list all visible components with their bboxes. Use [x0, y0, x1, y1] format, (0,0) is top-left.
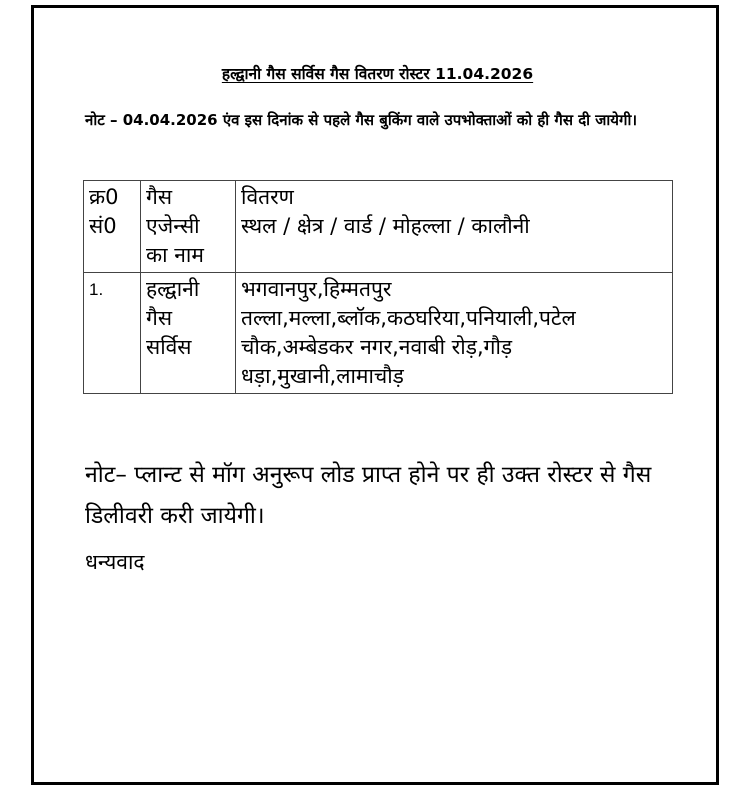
- supply-note: नोट– प्लान्ट से मॉग अनुरूप लोड प्राप्त होने पर ही उक्त रोस्टर से गैस डिलीवरी करी जायेगी।: [85, 462, 652, 529]
- document-title-text: हल्द्वानी गैस सर्विस गैस वितरण रोस्टर 11.04.2026: [221, 65, 534, 83]
- serial-cell: 1.: [84, 273, 141, 394]
- document-title: [0, 62, 755, 84]
- serial-header-line1: क्र0: [89, 185, 119, 209]
- distribution-roster-table: [83, 180, 673, 394]
- agency-header-line2: एजेन्सी: [146, 214, 200, 238]
- agency-header: [141, 181, 236, 273]
- table-row: [84, 273, 673, 394]
- agency-cell-line2: गैस: [146, 306, 173, 330]
- serial-header-line2: सं0: [89, 214, 117, 238]
- agency-header-line3: का नाम: [146, 243, 204, 267]
- serial-header: [84, 181, 141, 273]
- area-header: [236, 181, 673, 273]
- areas-cell: भगवानपुर,हिम्मतपुर तल्ला,मल्ला,ब्लॉक,कठघरिया,पनियाली,पटेल चौक,अम्बेडकर नगर,नवाबी रोड़,गौड़ धड़ा,मुखानी,लामाचौड़: [236, 273, 673, 394]
- area-header-line2: स्थल / क्षेत्र / वार्ड / मोहल्ला / कालौनी: [241, 214, 530, 238]
- table-header-row: [84, 181, 673, 273]
- agency-cell: [141, 273, 236, 394]
- closing-thanks: धन्यवाद: [85, 550, 145, 574]
- agency-header-line1: गैस: [146, 185, 173, 209]
- agency-cell-line3: सर्विस: [146, 335, 192, 359]
- booking-note: नोट – 04.04.2026 एंव इस दिनांक से पहले गैस बुकिंग वाले उपभोक्ताओं को ही गैस दी जायेगी।: [85, 111, 638, 129]
- area-header-line1: वितरण: [241, 185, 294, 209]
- agency-cell-line1: हल्द्वानी: [146, 277, 200, 301]
